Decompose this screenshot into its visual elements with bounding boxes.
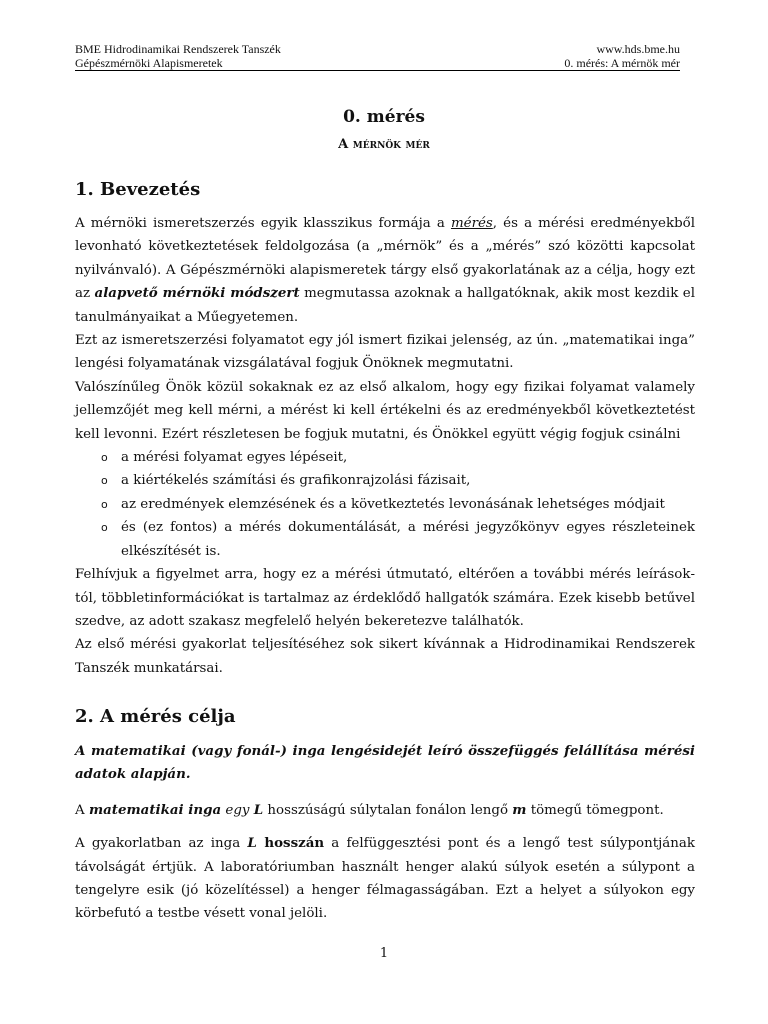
header-website: www.hds.bme.hu	[596, 42, 680, 56]
list-item: o az eredmények elemzésének és a következtetés levonásának lehetséges módjait	[75, 493, 695, 516]
goal-paragraph-1: A matematikai inga egy L hosszúságú súlytalan fonálon lengő m tömegű tömegpont.	[75, 801, 664, 818]
goal-statement: A matematikai (vagy fonál-) inga lengésidejét leíró összefüggés felállítása mérési adatok alapján.	[75, 743, 695, 783]
intro-paragraph-1: A mérnöki ismeretszerzés egyik klasszikus formája a mérés, és a mérési eredményekből levonható következtetések feldolgozása (a „mérnök” és a „mérés” szó közötti kapcsolat nyilvánvaló). A Gépészmérnöki alapismeretek tárgy első gyakorlatának az a célja, hogy ezt az alapvető mérnöki módszert megmutassa azoknak a hallgatóknak, akik most kezdik el tanulmányaikat a Műegyetemen.	[75, 216, 695, 325]
term-engineering-method: alapvető mérnöki módszert	[94, 285, 300, 302]
header-rule	[75, 70, 680, 71]
term-meres: mérés	[450, 216, 493, 231]
section-goal-body	[75, 740, 695, 926]
section-heading-introduction: 1. Bevezetés	[75, 179, 201, 200]
term-mathematical-pendulum: matematikai inga	[88, 801, 222, 818]
bullet-circle-icon: o	[101, 451, 108, 465]
bullet-circle-icon: o	[101, 497, 108, 511]
page-header-line1	[75, 42, 680, 56]
section-introduction-body	[75, 212, 695, 680]
document-title: 0. mérés	[343, 107, 425, 127]
page-header-line2	[75, 56, 680, 70]
list-item: o a mérési folyamat egyes lépéseit,	[75, 446, 695, 469]
intro-paragraph-5: Az első mérési gyakorlat teljesítéséhez sok sikert kívánnak a Hidrodinamikai Rendszerek Tanszék munkatársai.	[75, 637, 695, 676]
header-lab-title: 0. mérés: A mérnök mér	[564, 56, 680, 70]
intro-paragraph-4: Felhívjuk a figyelmet arra, hogy ez a mérési útmutató, eltérően a további mérés leírásoktól, többletinformációkat is tartalmaz az érdeklődő hallgatók számára. Ezek kisebb betűvel szedve, az adott szakasz megfelelő helyén bekeretezve találhatók.	[75, 567, 695, 629]
document-subtitle: A mérnök mér	[338, 137, 430, 152]
intro-steps-list	[75, 446, 695, 563]
intro-paragraph-2: Ezt az ismeretszerzési folyamatot egy jól ismert fizikai jelenség, az ún. „matematikai inga” lengési folyamatának vizsgálatával fogjuk Önöknek megmutatni.	[75, 333, 695, 372]
symbol-m: m	[512, 801, 527, 818]
list-item: o és (ez fontos) a mérés dokumentálását, a mérési jegyzőkönyv egyes részleteinek elkészítését is.	[75, 516, 695, 563]
bullet-circle-icon: o	[101, 474, 108, 488]
header-course: Gépészmérnöki Alapismeretek	[75, 56, 223, 70]
intro-paragraph-3: Valószínűleg Önök közül sokaknak ez az első alkalom, hogy egy fizikai folyamat valamely jellemzőjét meg kell mérni, a mérést ki kell értékelni és az eredményekből következtetést kell levonni. Ezért részletesen be fogjuk mutatni, és Önökkel együtt végig fogjuk csinálni	[75, 379, 695, 442]
bullet-circle-icon: o	[101, 521, 108, 535]
term-length: hosszán	[256, 835, 325, 852]
symbol-L: L	[247, 835, 257, 852]
goal-paragraph-2: A gyakorlatban az inga L hosszán a felfüggesztési pont és a lengő test súlypontjának távolságát értjük. A laboratóriumban használt henger alakú súlyok esetén a súlypont a tengelyre esik (jó közelítéssel) a henger félmagasságában. Ezt a helyet a súlyokon egy körbefutó a testbe vésett vonal jelöli.	[75, 835, 695, 922]
page-number: 1	[379, 946, 389, 961]
list-item: o a kiértékelés számítási és grafikonrajzolási fázisait,	[75, 469, 695, 492]
symbol-L: L	[253, 801, 264, 818]
header-department: BME Hidrodinamikai Rendszerek Tanszék	[75, 42, 281, 56]
section-heading-goal: 2. A mérés célja	[75, 706, 236, 727]
